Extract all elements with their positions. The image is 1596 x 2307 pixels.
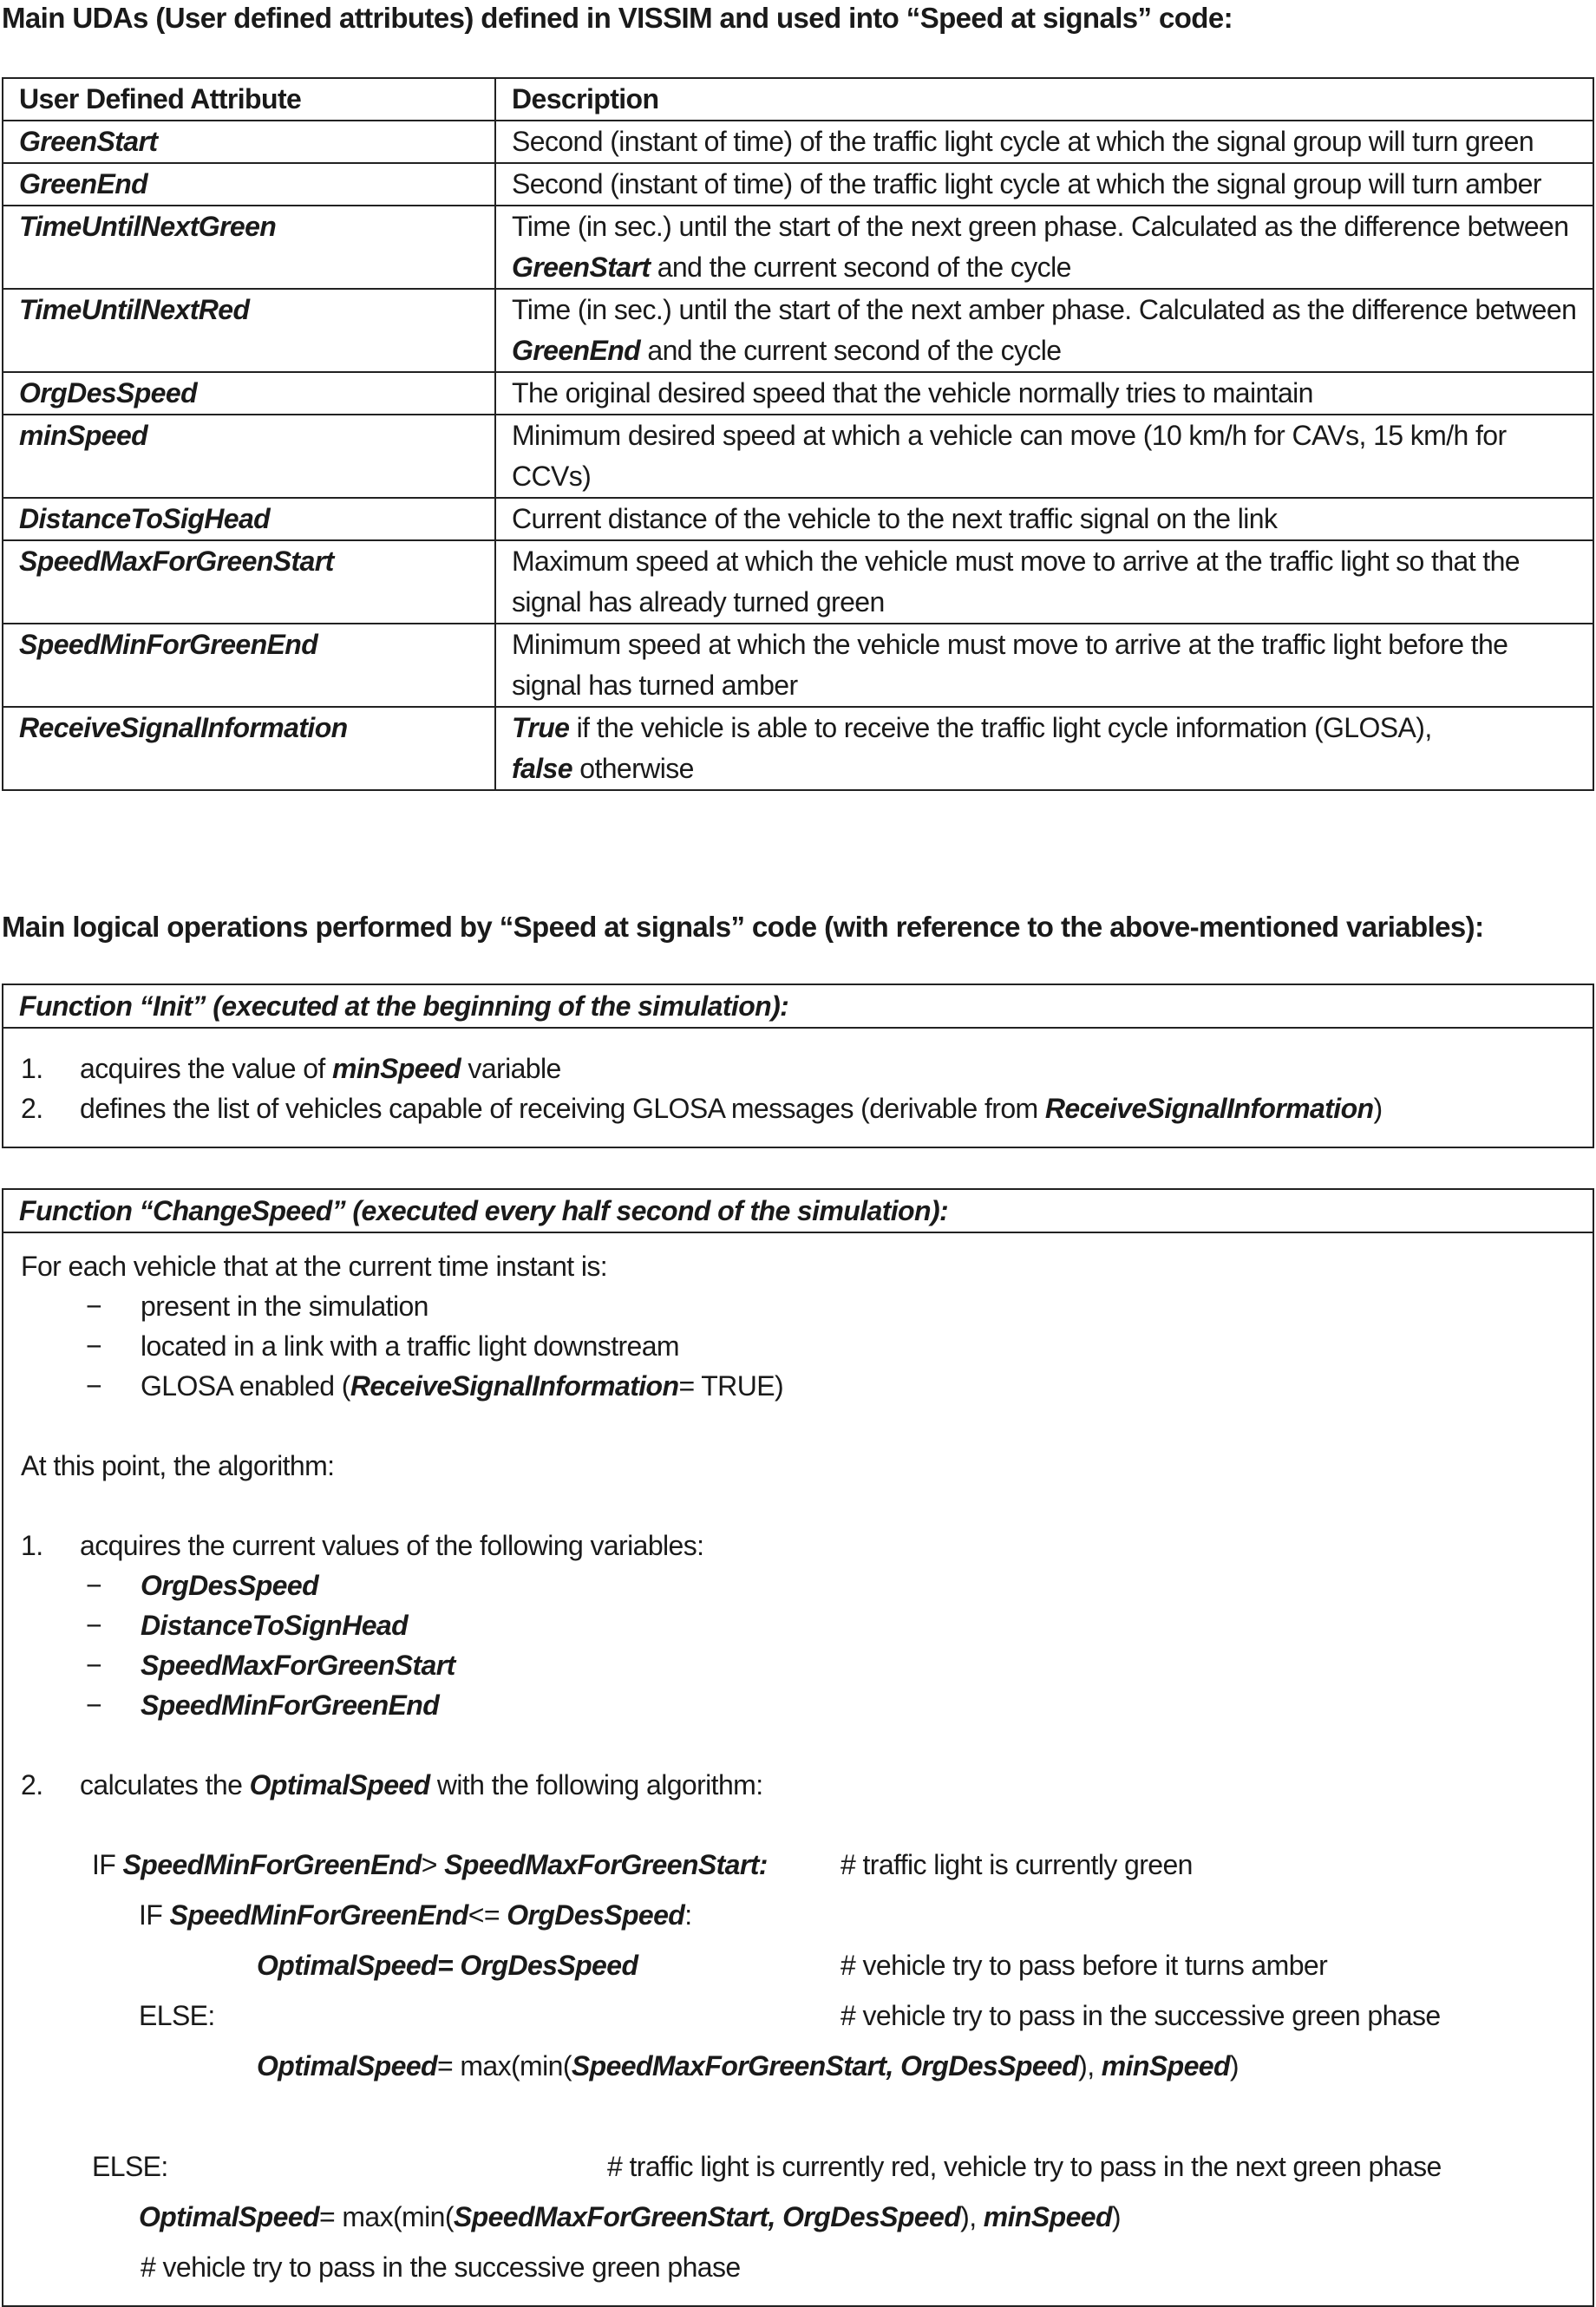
desc-text: otherwise	[572, 753, 694, 784]
code-var: OrgDesSpeed	[900, 2050, 1079, 2082]
uda-table	[2, 77, 1594, 791]
code-var: OrgDesSpeed	[782, 2201, 961, 2232]
code-var: OptimalSpeed	[257, 2050, 437, 2082]
code-punct: ,	[886, 2050, 901, 2082]
code-punct: )	[1229, 2050, 1239, 2082]
code-var: OrgDesSpeed	[507, 1899, 685, 1931]
code-if-orgdes	[139, 1899, 692, 1931]
item-text: variable	[461, 1053, 561, 1084]
code-var: minSpeed	[1101, 2050, 1230, 2082]
item-var: ReceiveSignalInformation	[1044, 1093, 1374, 1124]
variable-item: SpeedMaxForGreenStart	[141, 1650, 455, 1681]
attr-name: SpeedMinForGreenEnd	[3, 624, 495, 707]
step-text	[80, 1769, 763, 1801]
code-var: OrgDesSpeed	[460, 1950, 638, 1981]
attr-description: Minimum desired speed at which a vehicle can move (10 km/h for CAVs, 15 km/h for CCVs)	[495, 415, 1593, 498]
item-text: defines the list of vehicles capable of receiving GLOSA messages (derivable from	[80, 1093, 1045, 1124]
code-comment: # traffic light is currently green	[841, 1849, 1193, 1880]
attr-description: The original desired speed that the vehicle normally tries to maintain	[495, 372, 1593, 415]
dash-bullet: −	[86, 1570, 102, 1601]
code-assign-orgdes	[257, 1950, 638, 1982]
item-text: with the following algorithm:	[429, 1769, 763, 1801]
variable-item: OrgDesSpeed	[141, 1570, 319, 1601]
code-var: OptimalSpeed	[257, 1950, 437, 1981]
attr-name: TimeUntilNextGreen	[3, 206, 495, 289]
code-var: SpeedMaxForGreenStart:	[444, 1849, 768, 1880]
code-keyword: IF	[92, 1849, 123, 1880]
code-punct: :	[684, 1899, 692, 1931]
code-operator: >	[421, 1849, 445, 1880]
code-operator: <=	[468, 1899, 507, 1931]
variable-item: DistanceToSignHead	[141, 1610, 409, 1641]
item-text: calculates the	[80, 1769, 250, 1801]
item-var: minSpeed	[332, 1053, 461, 1084]
code-func: = max(min(	[318, 2201, 454, 2232]
item-text: )	[1373, 1093, 1383, 1124]
attr-name: TimeUntilNextRed	[3, 289, 495, 372]
column-header-description: Description	[495, 78, 1593, 121]
table-row	[3, 540, 1593, 624]
attr-name: DistanceToSigHead	[3, 498, 495, 540]
dash-bullet: −	[86, 1650, 102, 1681]
code-comment: # traffic light is currently red, vehicle try to pass in the next green phase	[607, 2151, 1442, 2182]
code-comment: # vehicle try to pass in the successive green phase	[841, 2000, 1441, 2031]
dash-bullet: −	[86, 1610, 102, 1641]
list-number: 1.	[21, 1053, 43, 1084]
attr-description: Second (instant of time) of the traffic light cycle at which the signal group will turn green	[495, 121, 1593, 163]
attr-description: Maximum speed at which the vehicle must move to arrive at the traffic light so that the signal has already turned green	[495, 540, 1593, 624]
desc-true: True	[512, 712, 570, 743]
list-number: 2.	[21, 1093, 43, 1124]
attr-description	[495, 707, 1593, 790]
init-function-box	[2, 984, 1594, 1148]
code-var: SpeedMaxForGreenStart	[571, 2050, 886, 2082]
algorithm-intro: At this point, the algorithm:	[21, 1450, 335, 1481]
code-else: ELSE:	[139, 2000, 215, 2031]
table-row	[3, 206, 1593, 289]
code-var: SpeedMinForGreenEnd	[169, 1899, 468, 1931]
table-row	[3, 372, 1593, 415]
desc-false: false	[512, 753, 572, 784]
code-keyword: IF	[139, 1899, 170, 1931]
dash-bullet: −	[86, 1291, 102, 1322]
section-heading-udas: Main UDAs (User defined attributes) defined in VISSIM and used into “Speed at signals” code:	[2, 2, 1233, 34]
table-header-row	[3, 78, 1593, 121]
attr-description: Second (instant of time) of the traffic light cycle at which the signal group will turn amber	[495, 163, 1593, 206]
code-comment: # vehicle try to pass before it turns amber	[841, 1950, 1328, 1981]
desc-var: GreenStart	[512, 252, 651, 283]
desc-text: and the current second of the cycle	[640, 335, 1062, 366]
code-else-red: ELSE:	[92, 2151, 168, 2182]
table-row	[3, 624, 1593, 707]
attr-description: Current distance of the vehicle to the next traffic signal on the link	[495, 498, 1593, 540]
intro-text: For each vehicle that at the current time instant is:	[21, 1251, 608, 1282]
dash-bullet: −	[86, 1370, 102, 1402]
attr-description: Minimum speed at which the vehicle must move to arrive at the traffic light before the signal has turned amber	[495, 624, 1593, 707]
code-var: SpeedMinForGreenEnd	[122, 1849, 422, 1880]
attr-name: minSpeed	[3, 415, 495, 498]
desc-text: Time (in sec.) until the start of the next green phase. Calculated as the difference between	[512, 211, 1569, 242]
desc-text: Time (in sec.) until the start of the next amber phase. Calculated as the difference between	[512, 294, 1577, 325]
code-comment: # vehicle try to pass in the successive green phase	[141, 2251, 741, 2283]
dash-bullet: −	[86, 1330, 102, 1362]
list-number: 2.	[21, 1769, 43, 1801]
code-operator: =	[436, 1950, 461, 1981]
attr-name: ReceiveSignalInformation	[3, 707, 495, 790]
code-func: = max(min(	[436, 2050, 572, 2082]
table-row	[3, 415, 1593, 498]
condition-item	[141, 1370, 783, 1402]
code-punct: )	[1111, 2201, 1121, 2232]
list-number: 1.	[21, 1530, 43, 1561]
code-punct: ,	[768, 2201, 783, 2232]
init-function-title: Function “Init” (executed at the beginning of the simulation):	[3, 985, 1593, 1029]
desc-var: GreenEnd	[512, 335, 641, 366]
attr-name: GreenStart	[3, 121, 495, 163]
attr-description	[495, 206, 1593, 289]
table-row	[3, 121, 1593, 163]
item-text: = TRUE)	[678, 1370, 784, 1402]
desc-text: and the current second of the cycle	[650, 252, 1071, 283]
changespeed-function-title: Function “ChangeSpeed” (executed every half second of the simulation):	[3, 1190, 1593, 1233]
condition-item: located in a link with a traffic light downstream	[141, 1330, 679, 1362]
table-row	[3, 707, 1593, 790]
attr-description	[495, 289, 1593, 372]
section-heading-operations: Main logical operations performed by “Speed at signals” code (with reference to the above-mentioned variables):	[2, 911, 1484, 943]
attr-name: GreenEnd	[3, 163, 495, 206]
attr-name: OrgDesSpeed	[3, 372, 495, 415]
dash-bullet: −	[86, 1689, 102, 1721]
variable-item: SpeedMinForGreenEnd	[141, 1689, 440, 1721]
column-header-attribute: User Defined Attribute	[3, 78, 495, 121]
desc-text: if the vehicle is able to receive the traffic light cycle information (GLOSA),	[569, 712, 1432, 743]
item-var: OptimalSpeed	[249, 1769, 430, 1801]
init-item	[80, 1093, 1383, 1125]
code-assign-max	[257, 2050, 1239, 2082]
condition-item: present in the simulation	[141, 1291, 428, 1322]
table-row	[3, 289, 1593, 372]
changespeed-function-box	[2, 1188, 1594, 2307]
code-var: minSpeed	[983, 2201, 1112, 2232]
code-var: SpeedMaxForGreenStart	[453, 2201, 769, 2232]
code-punct: ),	[1078, 2050, 1102, 2082]
code-var: OptimalSpeed	[139, 2201, 319, 2232]
code-if-green	[92, 1849, 768, 1881]
code-assign-max-red	[139, 2201, 1121, 2233]
code-punct: ),	[960, 2201, 984, 2232]
item-text: GLOSA enabled (	[141, 1370, 350, 1402]
item-var: ReceiveSignalInformation	[350, 1370, 679, 1402]
table-row	[3, 163, 1593, 206]
step-text: acquires the current values of the following variables:	[80, 1530, 704, 1561]
init-item	[80, 1053, 561, 1085]
table-row	[3, 498, 1593, 540]
attr-name: SpeedMaxForGreenStart	[3, 540, 495, 624]
item-text: acquires the value of	[80, 1053, 332, 1084]
